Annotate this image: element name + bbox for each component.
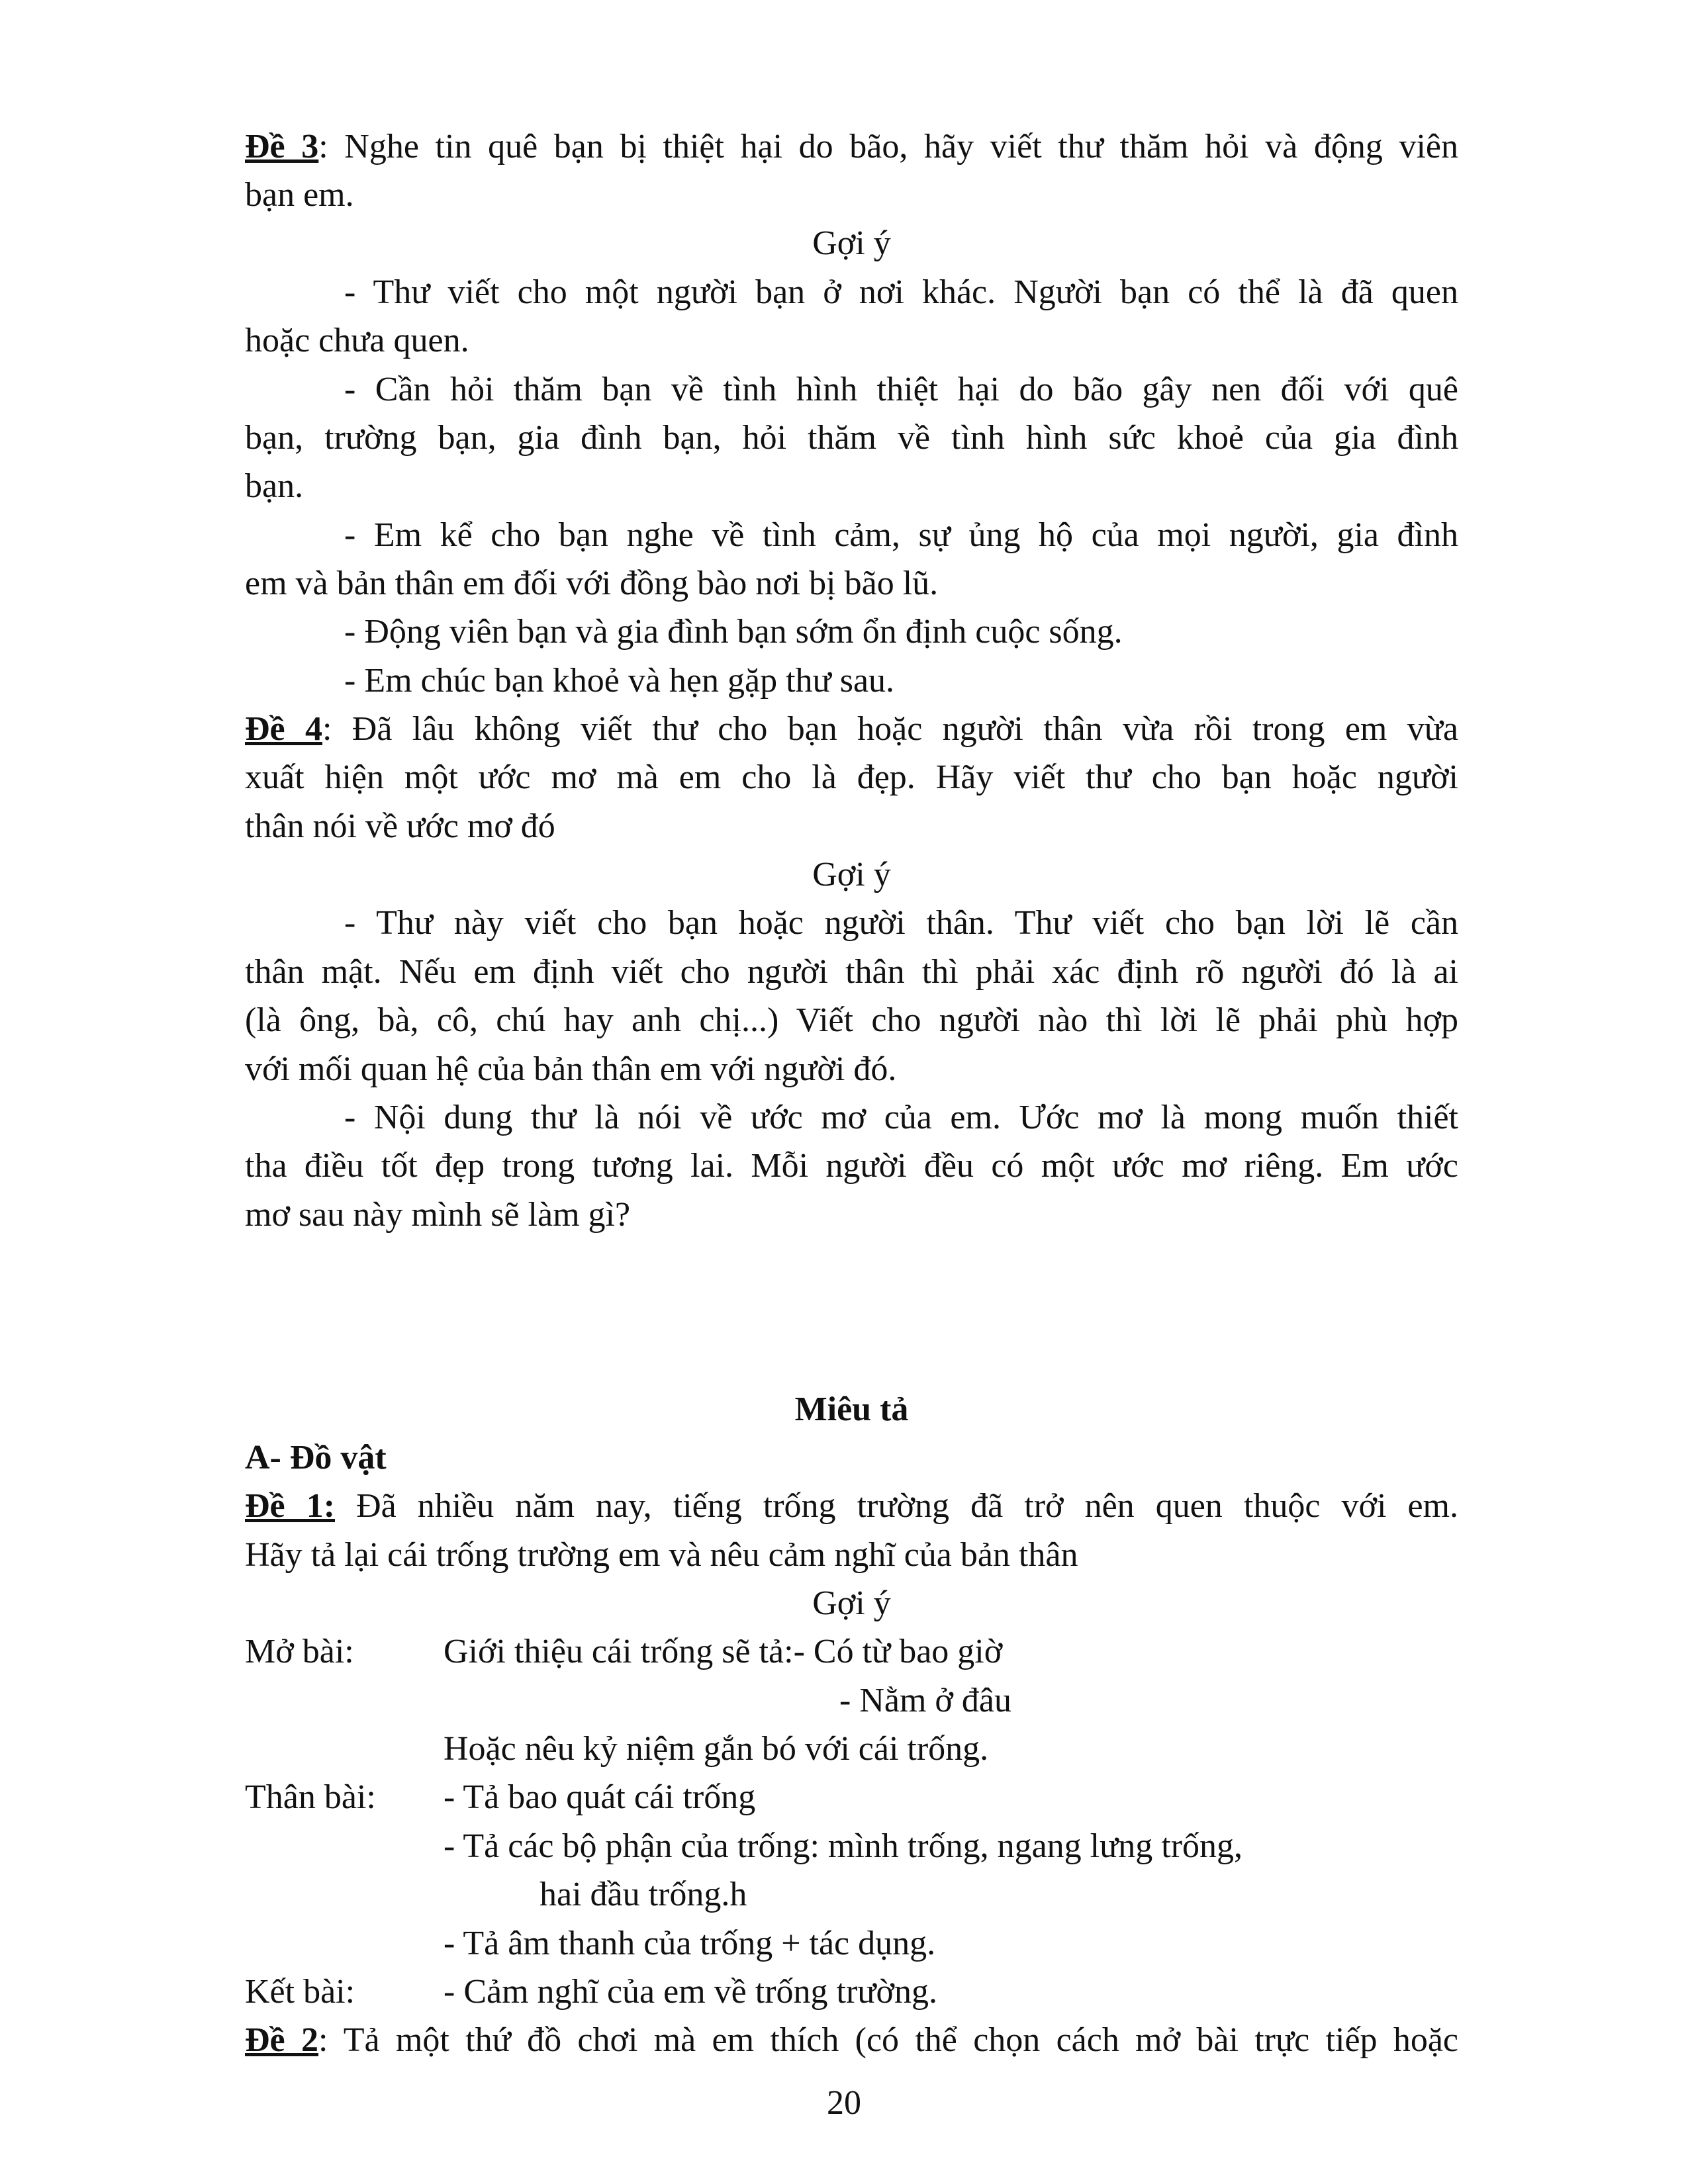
de4-prompt-1: : Đã lâu không viết thư cho bạn hoặc người thân vừa rồi trong em vừa [322,710,1458,748]
de1-prompt-1: Đã nhiều năm nay, tiếng trống trường đã trở nên quen thuộc với em. [335,1487,1458,1525]
de1-heading-line [245,1489,1458,1524]
de2-heading-line [245,2023,1458,2058]
section-title: Miêu tả [794,1390,909,1428]
de4-hint-2a: - Nội dung thư là nói về ước mơ của em. Ước mơ là mong muốn thiết [344,1099,1458,1136]
de4-hint-1c: (là ông, bà, cô, chú hay anh chị...) Viết cho người nào thì lời lẽ phải phù hợp [245,1001,1458,1039]
than-bai-line-1: - Tả bao quát cái trống [444,1778,756,1816]
de4-goi-y: Gợi ý [812,856,891,893]
de3-hint-2c: bạn. [245,467,304,505]
mo-bai-line-2: - Nằm ở đâu [839,1682,1011,1719]
de3-prompt-1: : Nghe tin quê bạn bị thiệt hại do bão, hãy viết thư thăm hỏi và động viên [318,128,1458,165]
de4-prompt-2: xuất hiện một ước mơ mà em cho là đẹp. Hãy viết thư cho bạn hoặc người [245,758,1458,796]
de3-hint-3a: - Em kể cho bạn nghe về tình cảm, sự ủng hộ của mọi người, gia đình [344,516,1458,554]
de3-goi-y: Gợi ý [812,224,891,262]
de4-hint-2b: tha điều tốt đẹp trong tương lai. Mỗi người đều có một ước mơ riêng. Em ước [245,1147,1458,1185]
than-bai-label: Thân bài: [245,1778,376,1816]
de4-prompt-3: thân nói về ước mơ đó [245,807,555,845]
de3-hint-5: - Em chúc bạn khoẻ và hẹn gặp thư sau. [344,662,895,700]
de4-hint-1a: - Thư này viết cho bạn hoặc người thân. Thư viết cho bạn lời lẽ cần [344,904,1458,942]
de3-hint-4: - Động viên bạn và gia đình bạn sớm ổn định cuộc sống. [344,613,1123,651]
de4-hint-1b: thân mật. Nếu em định viết cho người thân thì phải xác định rõ người đó là ai [245,953,1458,991]
mo-bai-line-3: Hoặc nêu kỷ niệm gắn bó với cái trống. [444,1730,989,1768]
ket-bai-label: Kết bài: [245,1973,355,2011]
de3-hint-2b: bạn, trường bạn, gia đình bạn, hỏi thăm về tình hình sức khoẻ của gia đình [245,419,1458,457]
than-bai-line-4: - Tả âm thanh của trống + tác dụng. [444,1925,936,1962]
de3-hint-1b: hoặc chưa quen. [245,322,469,359]
de3-hint-1a: - Thư viết cho một người bạn ở nơi khác. Người bạn có thể là đã quen [344,273,1458,311]
de3-prompt-2: bạn em. [245,176,354,214]
page-number: 20 [827,2084,861,2122]
de3-label: Đề 3 [245,128,319,165]
de1-label: Đề 1: [245,1487,336,1525]
de1-goi-y: Gợi ý [812,1584,891,1622]
de1-prompt-2: Hãy tả lại cái trống trường em và nêu cảm nghĩ của bản thân [245,1536,1078,1574]
de3-hint-2a: - Cần hỏi thăm bạn về tình hình thiệt hại do bão gây nen đối với quê [344,371,1458,408]
section-subtitle: A- Đồ vật [245,1439,387,1477]
de3-heading-line [245,130,1458,164]
than-bai-line-3: hai đầu trống.h [539,1876,747,1913]
de4-hint-1d: với mối quan hệ của bản thân em với người đó. [245,1050,897,1088]
than-bai-line-2: - Tả các bộ phận của trống: mình trống, ngang lưng trống, [444,1827,1243,1865]
de4-label: Đề 4 [245,710,322,748]
ket-bai-line-1: - Cảm nghĩ của em về trống trường. [444,1973,937,2011]
de2-label: Đề 2 [245,2021,318,2059]
de4-hint-2c: mơ sau này mình sẽ làm gì? [245,1196,631,1234]
mo-bai-label: Mở bài: [245,1633,354,1670]
de4-heading-line [245,712,1458,747]
de2-prompt-1: : Tả một thứ đồ chơi mà em thích (có thể chọn cách mở bài trực tiếp hoặc [318,2021,1459,2059]
mo-bai-line-1: Giới thiệu cái trống sẽ tả:- Có từ bao giờ [444,1633,1003,1670]
de3-hint-3b: em và bản thân em đối với đồng bào nơi bị bão lũ. [245,565,939,602]
